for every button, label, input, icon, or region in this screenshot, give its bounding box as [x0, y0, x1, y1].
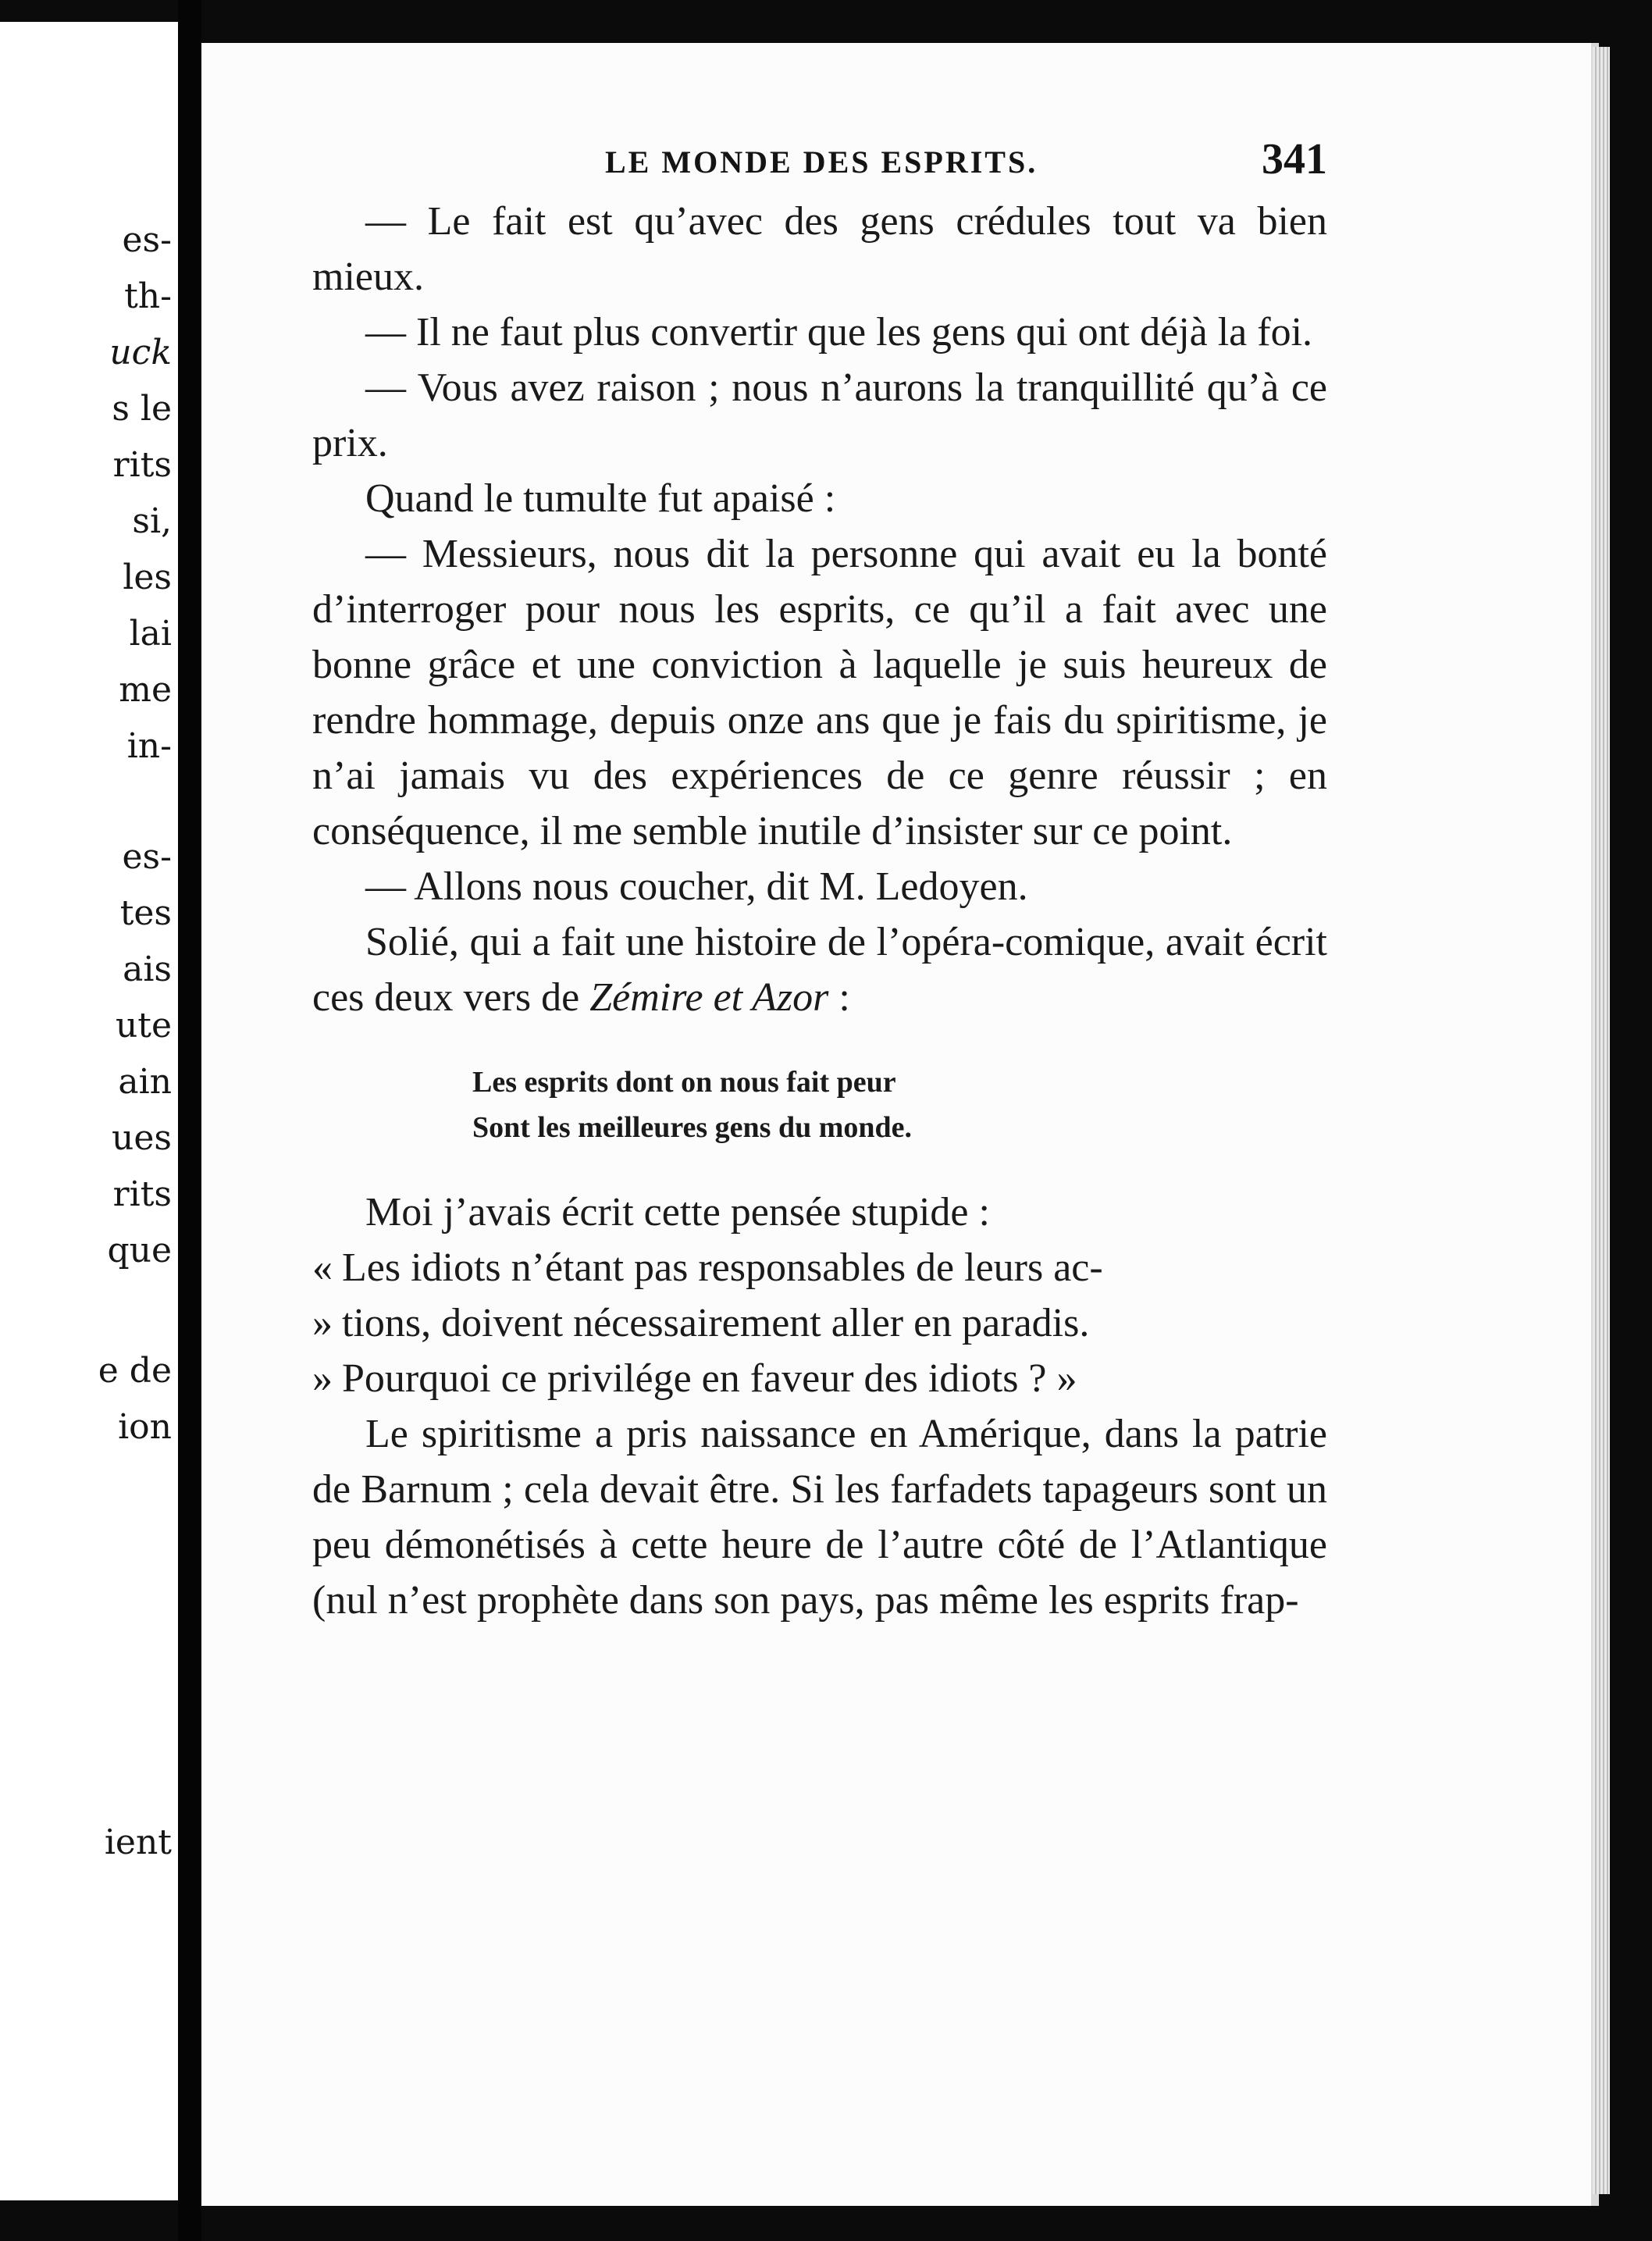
left-text-fragment: ais	[123, 949, 172, 989]
page-edge	[1593, 47, 1610, 2194]
paragraph-text: Solié, qui a fait une histoire de l’opéra-comique, avait écrit ces deux vers de	[312, 920, 1327, 1020]
page-number: 341	[1262, 135, 1327, 183]
left-text-fragment: rits	[112, 1174, 172, 1214]
verse-line: Sont les meilleures gens du monde.	[472, 1111, 913, 1144]
paragraph: — Messieurs, nous dit la personne qui avait eu la bonté d’interroger pour nous les esprits, ce qu’il a fait avec une bonne grâce et une conviction à laquelle je suis heureux de rendre hommage, depuis onze ans que je fais du spiritisme, je n’ai jamais vu des expériences de ce genre réussir ; en conséquence, il me semble inutile d’insister sur ce point.	[312, 532, 1327, 853]
paragraph: — Allons nous coucher, dit M. Ledoyen.	[365, 864, 1028, 909]
left-text-fragment: rits	[112, 445, 172, 485]
book-gutter	[178, 0, 201, 2241]
quote-text: tions, doivent nécessairement aller en paradis.	[342, 1301, 1090, 1345]
paragraph: — Le fait est qu’avec des gens crédules tout va bien mieux.	[312, 199, 1327, 299]
left-text-fragment: tes	[119, 893, 172, 933]
left-text-fragment: th-	[124, 276, 172, 316]
verse-line: Les esprits dont on nous fait peur	[472, 1066, 896, 1099]
guillemet-mark: »	[312, 1301, 333, 1345]
left-text-fragment: ion	[118, 1407, 172, 1447]
left-text-fragment: in-	[126, 726, 172, 766]
left-text-fragment: ain	[118, 1062, 172, 1102]
left-text-fragment: que	[107, 1231, 172, 1270]
left-text-fragment: es-	[122, 220, 172, 260]
paragraph: — Vous avez raison ; nous n’aurons la tranquillité qu’à ce prix.	[312, 365, 1327, 465]
left-text-fragment: me	[119, 670, 172, 710]
paragraph	[312, 914, 1327, 1025]
guillemet-mark: «	[312, 1245, 333, 1290]
running-title: LE MONDE DES ESPRITS.	[605, 144, 1038, 180]
paragraph: Le spiritisme a pris naissance en Amérique, dans la patrie de Barnum ; cela devait être. Si les farfadets tapageurs sont un peu démonétisés à cette heure de l’autre côté de l’Atlantique (nul n’est prophète dans son pays, pas même les esprits frap-	[312, 1412, 1327, 1623]
quote-text: Les idiots n’étant pas responsables de leurs ac-	[342, 1245, 1103, 1290]
paragraph-text: :	[828, 975, 850, 1020]
quote-text: Pourquoi ce privilége en faveur des idiots ? »	[342, 1356, 1077, 1401]
left-text-fragment: uck	[109, 333, 172, 372]
left-text-fragment: e de	[98, 1351, 172, 1391]
left-text-fragment: es-	[122, 837, 172, 877]
paragraph: Moi j’avais écrit cette pensée stupide :	[365, 1190, 990, 1235]
left-text-fragment: si,	[132, 501, 172, 541]
page-body	[312, 194, 1327, 1628]
quote-line	[312, 1351, 1327, 1406]
paragraph: — Il ne faut plus convertir que les gens qui ont déjà la foi.	[365, 310, 1313, 354]
left-page-fragment	[0, 22, 178, 2200]
quote-line	[312, 1240, 1327, 1295]
quote-line	[312, 1295, 1327, 1351]
left-text-fragment: ues	[112, 1118, 172, 1158]
page-header	[406, 134, 1327, 189]
verse-quotation	[312, 1060, 1327, 1150]
guillemet-mark: »	[312, 1356, 333, 1401]
paragraph: Quand le tumulte fut apaisé :	[365, 476, 836, 521]
left-text-fragment: ient	[104, 1822, 172, 1862]
left-text-fragment: lai	[129, 614, 172, 654]
left-text-fragment: les	[123, 558, 172, 597]
left-text-fragment: s le	[112, 389, 172, 429]
left-text-fragment: ute	[115, 1006, 172, 1046]
title-italic: Zémire et Azor	[589, 975, 829, 1020]
